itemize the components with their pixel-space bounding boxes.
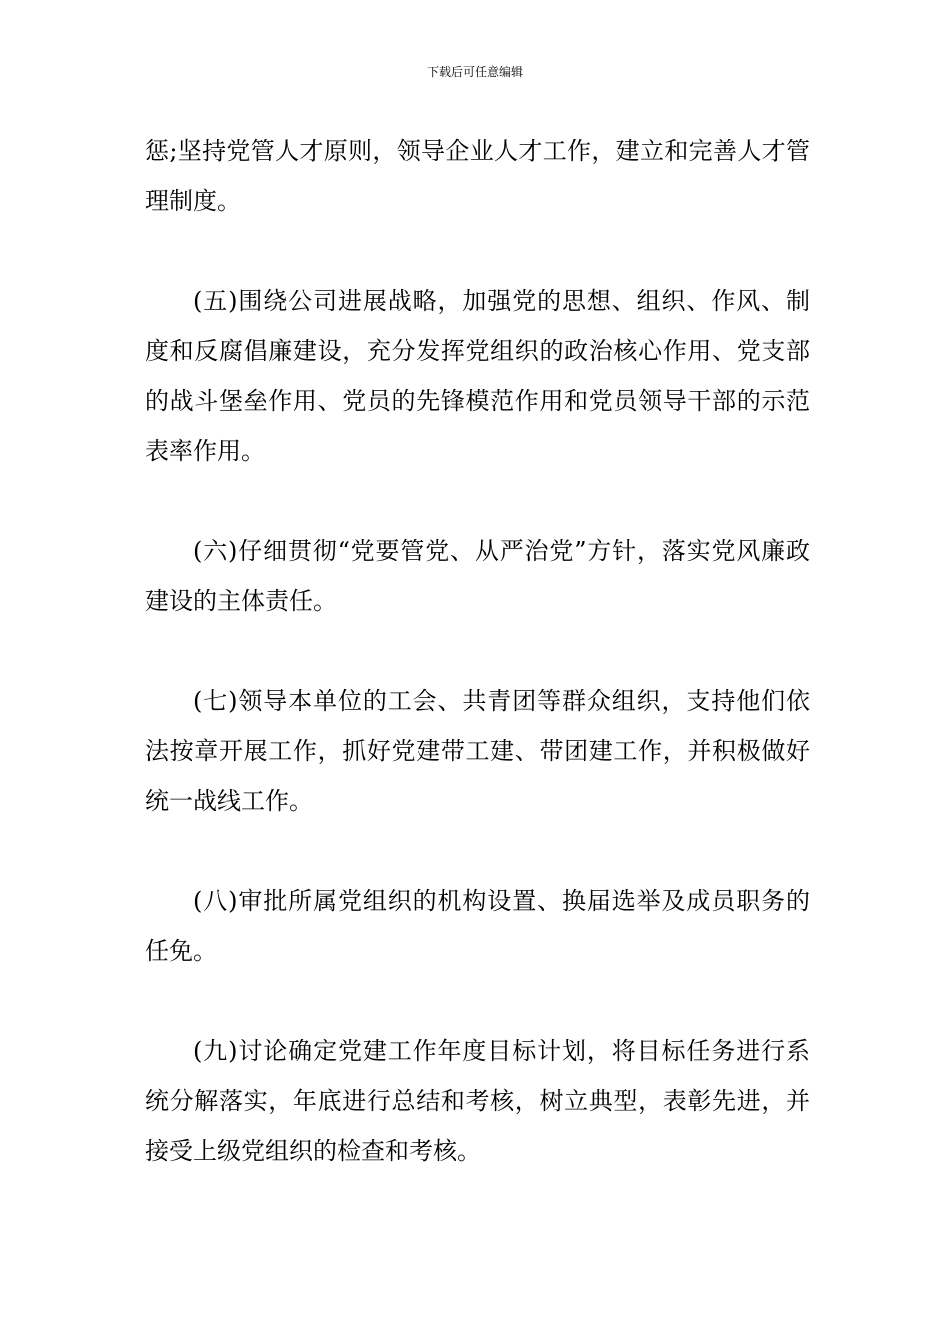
paragraph-item-8: (八)审批所属党组织的机构设置、换届选举及成员职务的任免。 — [145, 887, 810, 965]
paragraph-item-5: (五)围绕公司进展战略，加强党的思想、组织、作风、制度和反腐倡廉建设，充分发挥党组织的政治核心作用、党支部的战斗堡垒作用、党员的先锋模范作用和党员领导干部的示范表率作用。 — [145, 287, 810, 465]
paragraph-item-9: (九)讨论确定党建工作年度目标计划，将目标任务进行系统分解落实，年底进行总结和考核，树立典型，表彰先进，并接受上级党组织的检查和考核。 — [145, 1037, 810, 1165]
paragraph-item-6: (六)仔细贯彻“党要管党、从严治党”方针，落实党风廉政建设的主体责任。 — [145, 537, 810, 615]
document-body — [145, 126, 810, 1226]
paragraph-continued: 惩;坚持党管人才原则，领导企业人才工作，建立和完善人才管理制度。 — [145, 137, 810, 215]
paragraph-item-7: (七)领导本单位的工会、共青团等群众组织，支持他们依法按章开展工作，抓好党建带工建、带团建工作，并积极做好统一战线工作。 — [145, 687, 810, 815]
page-header: 下载后可任意编辑 — [426, 65, 523, 79]
